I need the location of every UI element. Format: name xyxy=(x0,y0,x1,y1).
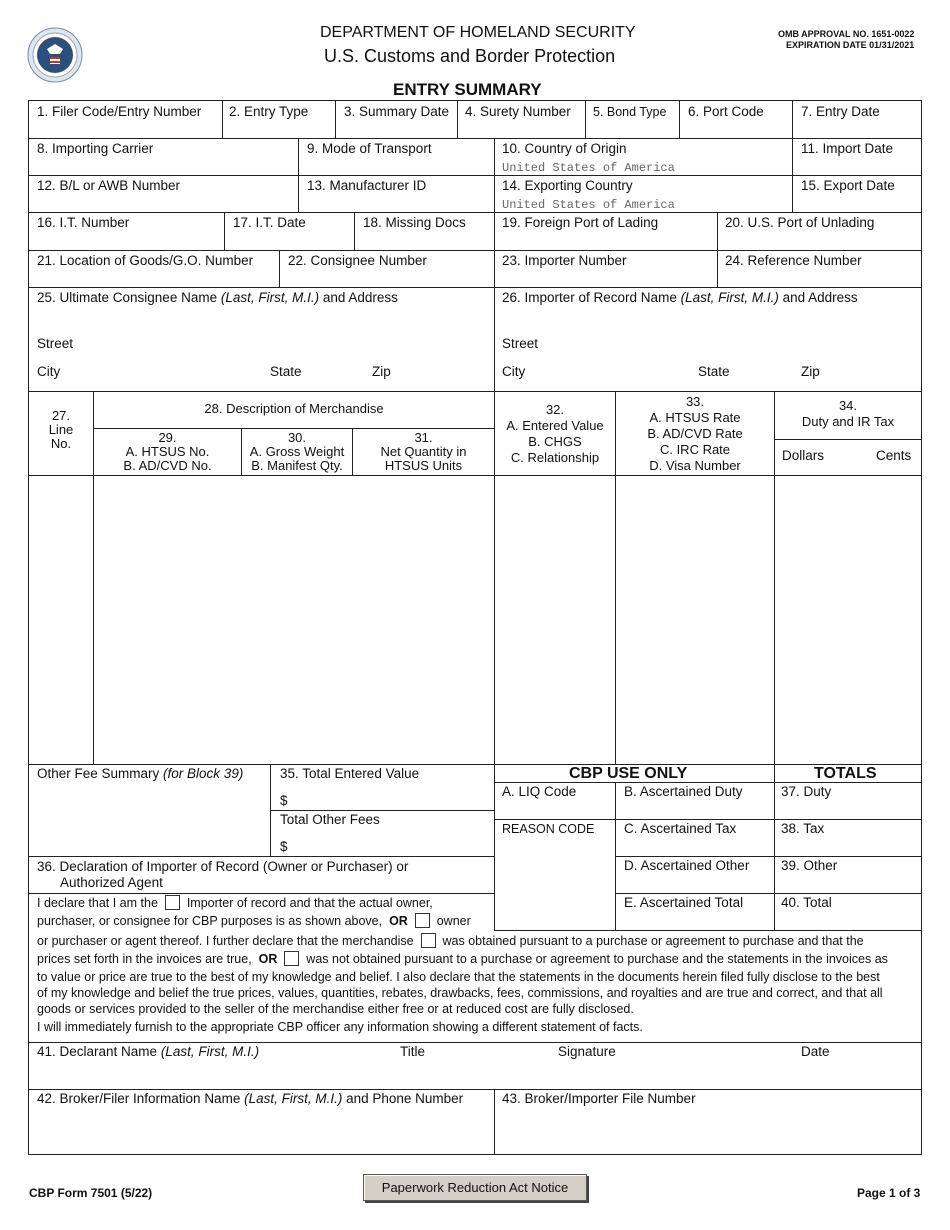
field-26-importer-of-record xyxy=(502,290,858,306)
field-13-manufacturer-id[interactable]: 13. Manufacturer ID xyxy=(307,178,427,193)
declaration-line-6: of my knowledge and belief the true prices, values, quantities, rebates, drawbacks, fees, commissions, and royalties and are true and correct, and that all xyxy=(37,986,883,1000)
col29-b: B. AD/CVD No. xyxy=(123,458,212,473)
decl-1a: I declare that I am the xyxy=(37,896,158,910)
col33-num: 33. xyxy=(685,394,705,409)
decl-2a: purchaser, or consignee for CBP purposes is as shown above, xyxy=(37,914,383,928)
decl-3b: was obtained pursuant to a purchase or agreement to purchase and that the xyxy=(442,934,864,948)
col33-a: A. HTSUS Rate xyxy=(649,410,741,425)
field-41-label: 41. Declarant Name xyxy=(37,1044,161,1059)
field-11-import-date[interactable]: 11. Import Date xyxy=(801,141,894,156)
field-38-tax[interactable]: 38. Tax xyxy=(781,821,825,836)
col27-num: 27. xyxy=(51,408,71,423)
importer-city-label[interactable]: City xyxy=(502,364,526,379)
consignee-city-label[interactable]: City xyxy=(37,364,61,379)
col31-b: HTSUS Units xyxy=(384,458,463,473)
field-14-exporting-country: 14. Exporting Country xyxy=(502,178,633,193)
field-40-total[interactable]: 40. Total xyxy=(781,895,832,910)
importer-of-record-checkbox[interactable] xyxy=(165,895,180,910)
page-number: Page 1 of 3 xyxy=(857,1186,921,1200)
column-28-description: 28. Description of Merchandise xyxy=(204,401,384,416)
field-42-broker-filer-info[interactable] xyxy=(37,1091,463,1107)
field-37-duty[interactable]: 37. Duty xyxy=(781,784,832,799)
field-25-ultimate-consignee xyxy=(37,290,398,306)
field-21-location-of-goods[interactable]: 21. Location of Goods/G.O. Number xyxy=(37,253,254,268)
col33-b: B. AD/CVD Rate xyxy=(647,426,743,441)
other-fee-summary[interactable] xyxy=(37,766,243,782)
col32-num: 32. xyxy=(545,402,565,417)
column-33-rates xyxy=(616,394,774,474)
field-4-surety-number[interactable]: 4. Surety Number xyxy=(465,104,571,119)
decl-1b: Importer of record and that the actual owner, xyxy=(186,896,433,910)
col33-d: D. Visa Number xyxy=(649,458,741,473)
field-42-label-suffix: and Phone Number xyxy=(342,1091,464,1106)
field-15-export-date[interactable]: 15. Export Date xyxy=(801,178,895,193)
agency-name: U.S. Customs and Border Protection xyxy=(324,46,616,66)
field-6-port-code[interactable]: 6. Port Code xyxy=(688,104,764,119)
declaration-line-3 xyxy=(37,933,864,949)
total-other-fees-dollar-sign: $ xyxy=(280,839,288,854)
declaration-line-8: I will immediately furnish to the appropriate CBP officer any information showing a different statement of facts. xyxy=(37,1020,643,1034)
other-fee-label: Other Fee Summary xyxy=(37,766,164,781)
total-entered-dollar-sign: $ xyxy=(280,793,288,808)
field-9-mode-of-transport[interactable]: 9. Mode of Transport xyxy=(307,141,432,156)
field-43-broker-file-number[interactable]: 43. Broker/Importer File Number xyxy=(502,1091,696,1106)
column-32-entered-value xyxy=(495,402,615,466)
declaration-line-1 xyxy=(37,895,433,911)
col30-a: A. Gross Weight xyxy=(249,444,345,459)
col34-num: 34. xyxy=(838,398,858,413)
field-41-declarant-name[interactable] xyxy=(37,1044,259,1060)
field-26-name-format: (Last, First, M.I.) xyxy=(680,290,779,305)
decl-4b: was not obtained pursuant to a purchase or agreement to purchase and the statements in the invoices as xyxy=(306,952,888,966)
field-12-bl-awb-number[interactable]: 12. B/L or AWB Number xyxy=(37,178,181,193)
col32-b: B. CHGS xyxy=(528,434,582,449)
field-19-foreign-port-of-lading[interactable]: 19. Foreign Port of Lading xyxy=(502,215,659,230)
other-fee-note: (for Block 39) xyxy=(163,766,244,781)
column-30-weight xyxy=(242,431,352,473)
field-22-consignee-number[interactable]: 22. Consignee Number xyxy=(288,253,427,268)
column-34-duty xyxy=(775,398,921,430)
field-36-authorized-agent: Authorized Agent xyxy=(60,875,163,890)
declaration-line-2 xyxy=(37,913,471,929)
consignee-street-label[interactable]: Street xyxy=(37,336,74,351)
field-42-label: 42. Broker/Filer Information Name xyxy=(37,1091,245,1106)
col32-a: A. Entered Value xyxy=(506,418,604,433)
field-5-bond-type[interactable]: 5. Bond Type xyxy=(593,105,667,119)
dollars-label: Dollars xyxy=(782,448,825,463)
field-35-total-entered-value[interactable]: 35. Total Entered Value xyxy=(280,766,420,781)
column-29-htsus xyxy=(94,431,241,473)
col31-a: Net Quantity in xyxy=(380,444,467,459)
col32-c: C. Relationship xyxy=(510,450,600,465)
declarant-signature[interactable]: Signature xyxy=(558,1044,616,1059)
declaration-line-5: to value or price are true to the best of my knowledge and belief. I also declare that the statements in the documents herein filed fully disclose to the best xyxy=(37,970,880,984)
column-31-net-quantity xyxy=(353,431,494,473)
field-10-country-of-origin: 10. Country of Origin xyxy=(502,141,627,156)
col27-line: Line xyxy=(48,422,74,437)
field-36-declaration: 36. Declaration of Importer of Record (Owner or Purchaser) or xyxy=(37,859,409,874)
consignee-state-label[interactable]: State xyxy=(270,364,302,379)
field-26-label: 26. Importer of Record Name xyxy=(502,290,681,305)
importer-street-label[interactable]: Street xyxy=(502,336,539,351)
exporting-country-value[interactable]: United States of America xyxy=(502,198,675,212)
field-17-it-date[interactable]: 17. I.T. Date xyxy=(233,215,306,230)
importer-state-label[interactable]: State xyxy=(698,364,730,379)
omb-approval: OMB APPROVAL NO. 1651-0022 xyxy=(778,29,915,39)
field-41-name-format: (Last, First, M.I.) xyxy=(160,1044,260,1059)
col34-a: Duty and IR Tax xyxy=(801,414,895,429)
col27-no: No. xyxy=(50,436,72,451)
column-27-line-no xyxy=(29,409,93,451)
field-25-label-suffix: and Address xyxy=(319,290,398,305)
decl-4a: prices set forth in the invoices are true, xyxy=(37,952,252,966)
owner-checkbox[interactable] xyxy=(415,913,430,928)
field-26-label-suffix: and Address xyxy=(778,290,858,305)
field-8-importing-carrier[interactable]: 8. Importing Carrier xyxy=(37,141,154,156)
ascertained-tax: C. Ascertained Tax xyxy=(624,821,737,836)
decl-2b: owner xyxy=(436,914,471,928)
country-of-origin-value[interactable]: United States of America xyxy=(502,161,675,175)
field-18-missing-docs[interactable]: 18. Missing Docs xyxy=(363,215,466,230)
line-items-area[interactable] xyxy=(29,476,921,764)
field-25-name-format: (Last, First, M.I.) xyxy=(220,290,320,305)
ascertained-duty: B. Ascertained Duty xyxy=(624,784,743,799)
expiration-date: EXPIRATION DATE 01/31/2021 xyxy=(786,40,915,50)
field-2-entry-type[interactable]: 2. Entry Type xyxy=(229,104,309,119)
consignee-zip-label[interactable]: Zip xyxy=(372,364,391,379)
purchase-not-obtained-checkbox[interactable] xyxy=(284,951,299,966)
declaration-line-7: goods or services provided to the seller of the merchandise either free or at reduced cost are fully disclosed. xyxy=(37,1002,634,1016)
form-number: CBP Form 7501 (5/22) xyxy=(29,1186,153,1200)
field-39-other[interactable]: 39. Other xyxy=(781,858,838,873)
reason-code: REASON CODE xyxy=(502,822,595,836)
ascertained-other: D. Ascertained Other xyxy=(624,858,750,873)
decl-or-1: OR xyxy=(389,914,408,928)
declarant-title[interactable]: Title xyxy=(400,1044,426,1059)
ascertained-total: E. Ascertained Total xyxy=(624,895,744,910)
form-title: ENTRY SUMMARY xyxy=(393,80,542,99)
totals-heading: TOTALS xyxy=(814,765,877,782)
paperwork-reduction-act-button[interactable] xyxy=(363,1174,587,1201)
col29-a: A. HTSUS No. xyxy=(125,444,210,459)
decl-3a: or purchaser or agent thereof. I further declare that the merchandise xyxy=(37,934,414,948)
dhs-seal xyxy=(27,27,83,83)
field-16-it-number[interactable]: 16. I.T. Number xyxy=(37,215,130,230)
field-25-label: 25. Ultimate Consignee Name xyxy=(37,290,221,305)
importer-zip-label[interactable]: Zip xyxy=(801,364,820,379)
liq-code: A. LIQ Code xyxy=(502,784,577,799)
department-name: DEPARTMENT OF HOMELAND SECURITY xyxy=(320,24,636,41)
field-7-entry-date[interactable]: 7. Entry Date xyxy=(801,104,880,119)
decl-or-2: OR xyxy=(258,952,278,966)
field-1-filer-code[interactable]: 1. Filer Code/Entry Number xyxy=(37,104,202,119)
field-20-us-port-of-unlading[interactable]: 20. U.S. Port of Unlading xyxy=(725,215,875,230)
declarant-date[interactable]: Date xyxy=(801,1044,830,1059)
cbp-use-only-heading: CBP USE ONLY xyxy=(569,765,688,782)
purchase-obtained-checkbox[interactable] xyxy=(421,933,436,948)
field-23-importer-number[interactable]: 23. Importer Number xyxy=(502,253,627,268)
cents-label: Cents xyxy=(876,448,912,463)
col30-b: B. Manifest Qty. xyxy=(251,458,343,473)
col31-num: 31. xyxy=(414,430,433,445)
field-42-name-format: (Last, First, M.I.) xyxy=(244,1091,343,1106)
col29-num: 29. xyxy=(158,430,177,445)
total-other-fees[interactable]: Total Other Fees xyxy=(280,812,380,827)
col30-num: 30. xyxy=(287,430,307,445)
paperwork-reduction-act-label: Paperwork Reduction Act Notice xyxy=(381,1180,569,1195)
col33-c: C. IRC Rate xyxy=(659,442,731,457)
field-24-reference-number[interactable]: 24. Reference Number xyxy=(725,253,862,268)
declaration-line-4 xyxy=(37,951,888,967)
field-3-summary-date[interactable]: 3. Summary Date xyxy=(344,104,450,119)
